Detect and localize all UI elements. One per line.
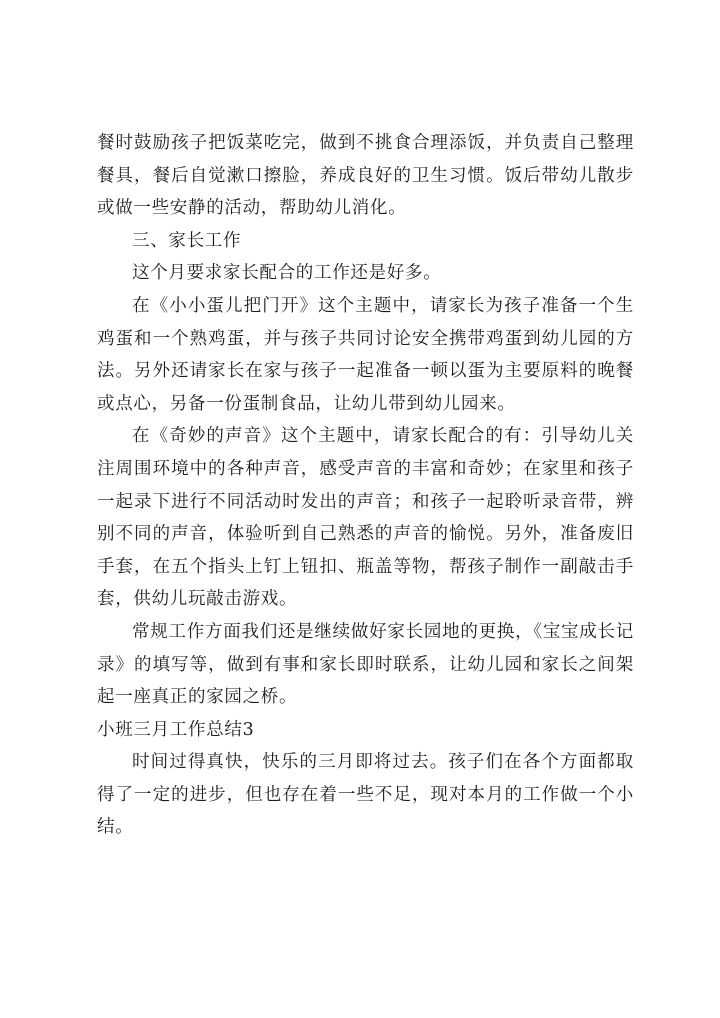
- paragraph-march-summary-intro: 时间过得真快，快乐的三月即将过去。孩子们在各个方面都取得了一定的进步，但也存在着一些不足，现对本月的工作做一个小结。: [97, 752, 634, 838]
- paragraph-routine-work: 常规工作方面我们还是继续做好家长园地的更换，《宝宝成长记录》的填写等，做到有事和家长即时联系，让幼儿园和家长之间架起一座真正的家园之桥。: [97, 621, 634, 708]
- section-heading-parent-work: 三、家长工作: [132, 230, 242, 251]
- summary-heading-3: 小班三月工作总结3: [97, 719, 255, 740]
- paragraph-meal-habits: 餐时鼓励孩子把饭菜吃完，做到不挑食合理添饭，并负责自己整理餐具，餐后自觉漱口擦脸，养成良好的卫生习惯。饭后带幼儿散步或做一些安静的活动，帮助幼儿消化。: [97, 133, 634, 219]
- paragraph-egg-theme: 在《小小蛋儿把门开》这个主题中，请家长为孩子准备一个生鸡蛋和一个熟鸡蛋，并与孩子共同讨论安全携带鸡蛋到幼儿园的方法。另外还请家长在家与孩子一起准备一顿以蛋为主要原料的晚餐或点心，另备一份蛋制食品，让幼儿带到幼儿园来。: [97, 295, 634, 414]
- paragraph-parent-cooperation-intro: 这个月要求家长配合的工作还是好多。: [132, 263, 442, 284]
- paragraph-sound-theme: 在《奇妙的声音》这个主题中，请家长配合的有：引导幼儿关注周围环境中的各种声音，感受声音的丰富和奇妙；在家里和孩子一起录下进行不同活动时发出的声音；和孩子一起聆听录音带，辨别不同的声音，体验听到自己熟悉的声音的愉悦。另外，准备废旧手套，在五个指头上钉上钮扣、瓶盖等物，帮孩子制作一副敲击手套，供幼儿玩敲击游戏。: [97, 426, 634, 610]
